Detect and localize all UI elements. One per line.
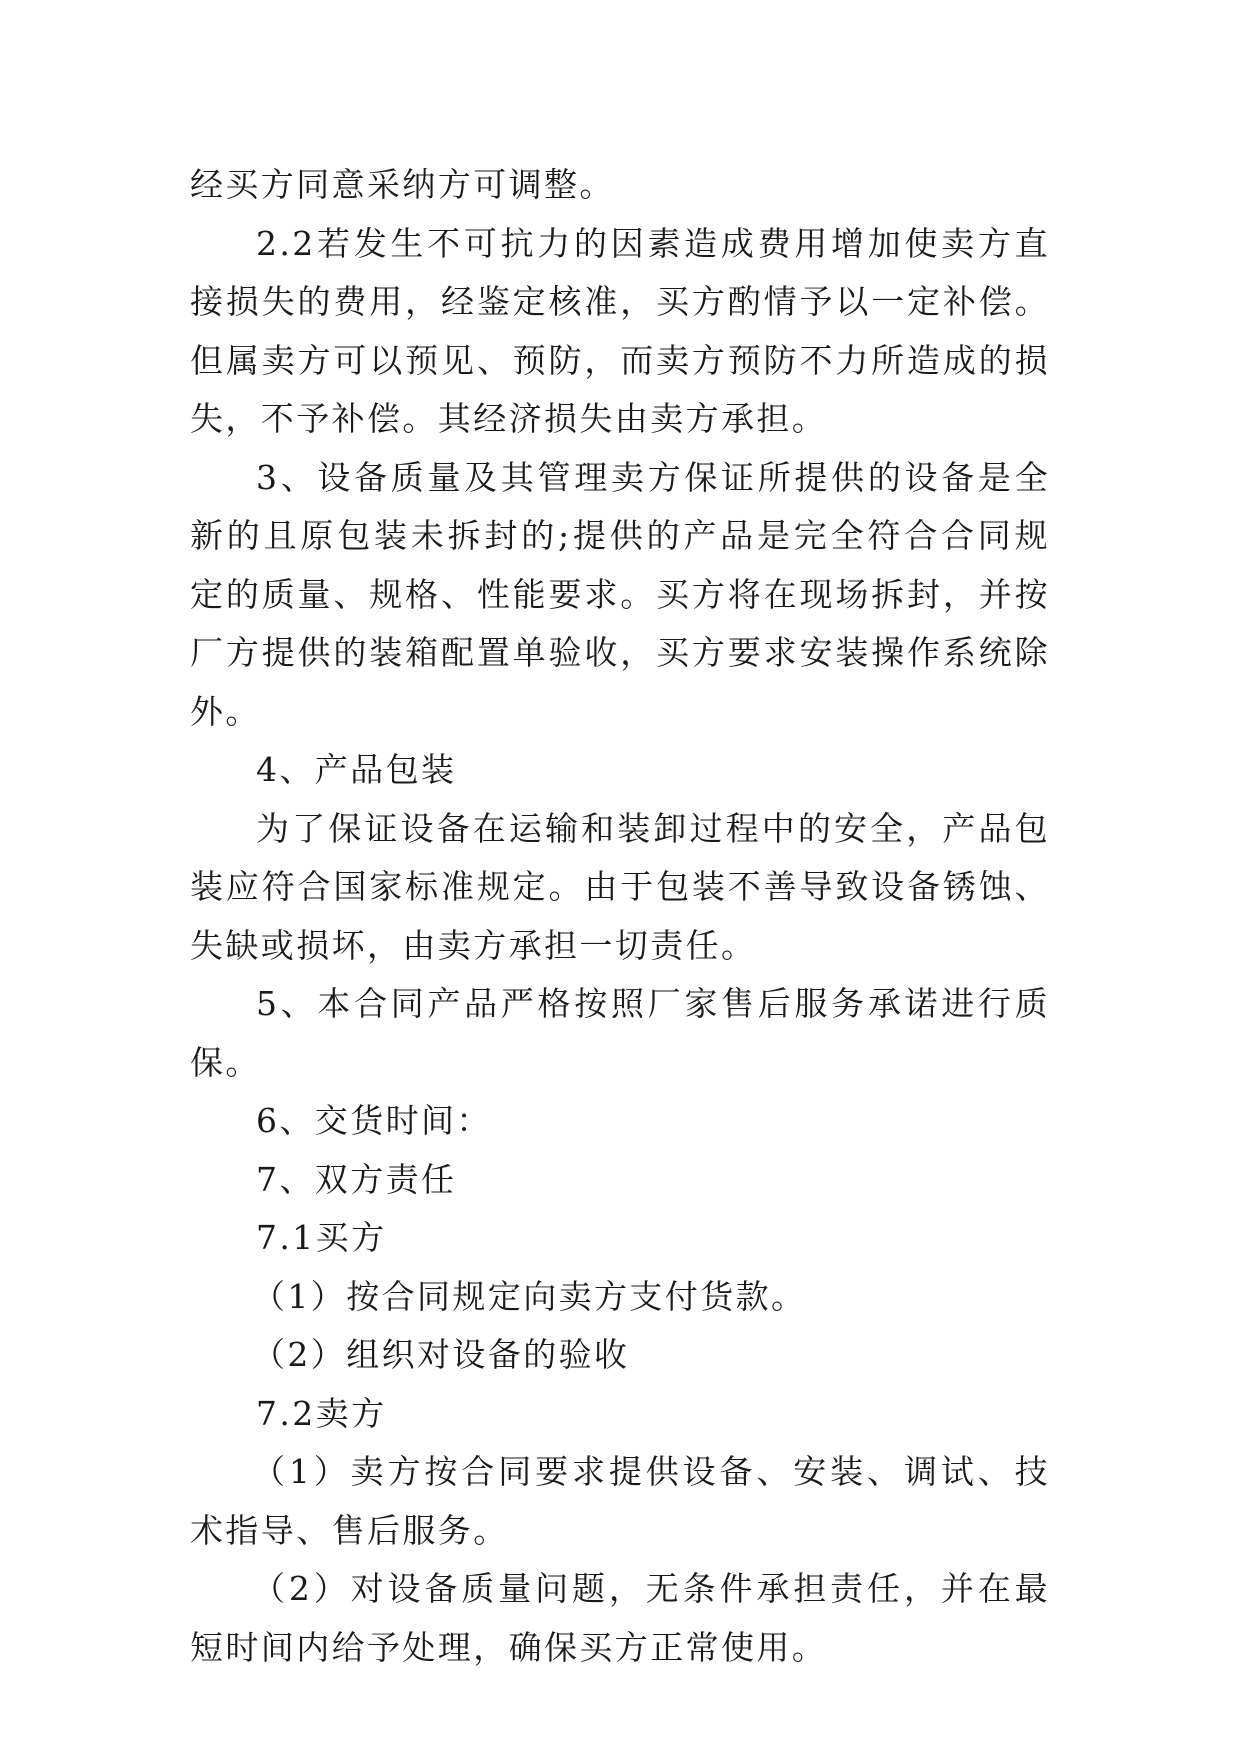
- paragraph-clause-2-2: 2.2若发生不可抗力的因素造成费用增加使卖方直接损失的费用，经鉴定核准，买方酌情予以一定补偿。但属卖方可以预见、预防，而卖方预防不力所造成的损失，不予补偿。其经济损失由卖方承担。: [190, 223, 1050, 438]
- list-item-seller-2: （2）对设备质量问题，无条件承担责任，并在最短时间内给予处理，确保买方正常使用。: [190, 1569, 1050, 1667]
- heading-clause-7-responsibilities: 7、双方责任: [256, 1159, 457, 1199]
- list-item-buyer-2: （2）组织对设备的验收: [252, 1335, 630, 1374]
- paragraph-clause-4-body: 为了保证设备在运输和装卸过程中的安全，产品包装应符合国家标准规定。由于包装不善导致设备锈蚀、失缺或损坏，由卖方承担一切责任。: [190, 808, 1050, 965]
- paragraph-clause-5-warranty: 5、本合同产品严格按照厂家售后服务承诺进行质保。: [190, 984, 1050, 1082]
- paragraph-clause-6-delivery: 6、交货时间：: [256, 1101, 492, 1140]
- heading-clause-4-packaging: 4、产品包装: [256, 750, 457, 789]
- list-item-seller-1: （1）卖方按合同要求提供设备、安装、调试、技术指导、售后服务。: [190, 1452, 1050, 1550]
- heading-clause-7-2-seller: 7.2卖方: [256, 1393, 387, 1433]
- paragraph-continuation: 经买方同意采纳方可调整。: [190, 165, 615, 204]
- paragraph-clause-3-quality: 3、设备质量及其管理卖方保证所提供的设备是全新的且原包装未拆封的;提供的产品是完全符合合同规定的质量、规格、性能要求。买方将在现场拆封，并按厂方提供的装箱配置单验收，买方要求安装操作系统除外。: [190, 457, 1050, 731]
- document-body: [190, 156, 1050, 1677]
- list-item-buyer-1: （1）按合同规定向卖方支付货款。: [252, 1276, 807, 1316]
- heading-clause-7-1-buyer: 7.1买方: [256, 1218, 387, 1257]
